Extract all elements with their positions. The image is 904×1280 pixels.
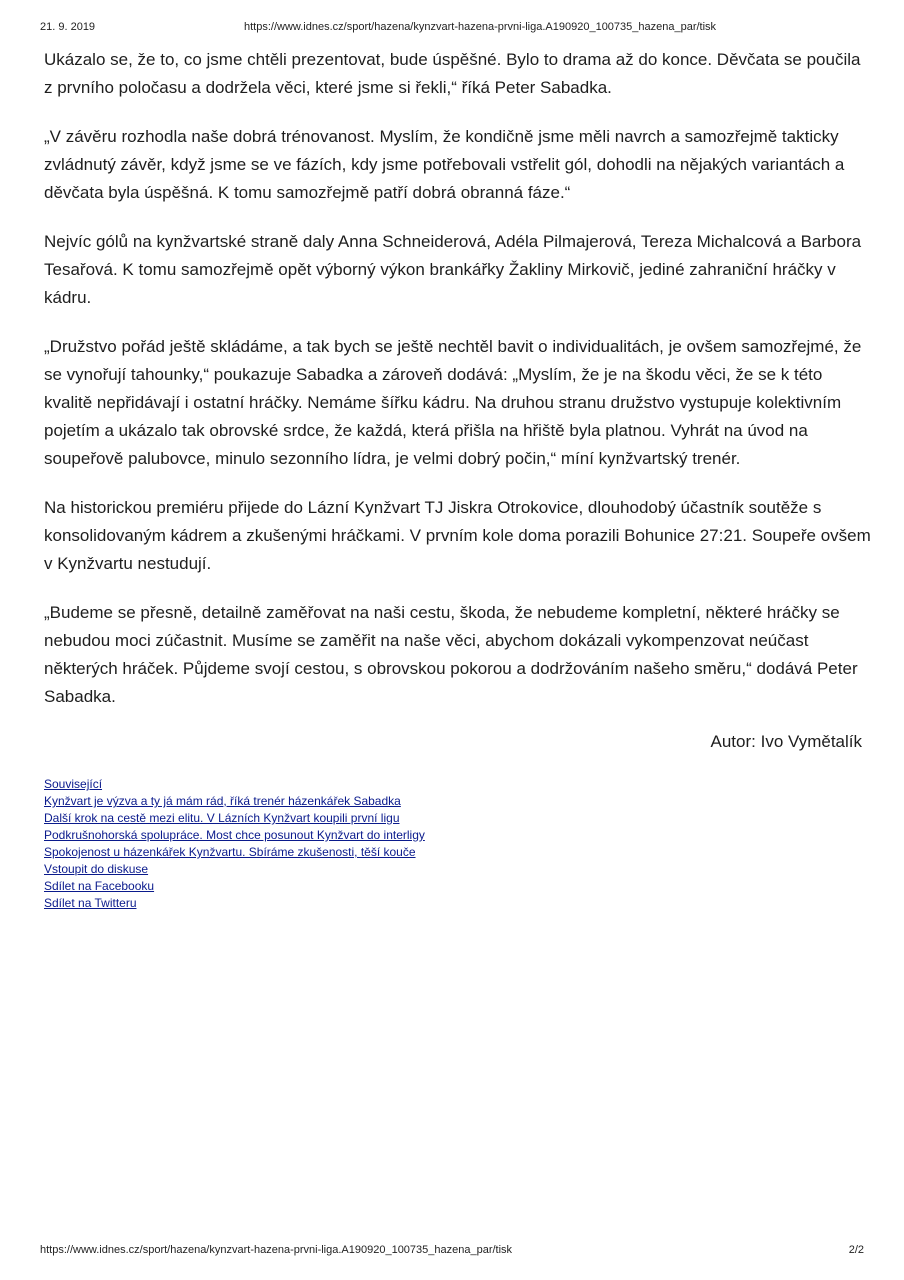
article-body [44,46,872,756]
related-article-link[interactable]: Kynžvart je výzva a ty já mám rád, říká trenér házenkářek Sabadka [44,794,401,808]
article-paragraph: „V závěru rozhodla naše dobrá trénovanost. Myslím, že kondičně jsme měli navrch a samozřejmě takticky zvládnutý závěr, když jsme se ve fázích, kdy jsme potřebovali vstřelit gól, dohodli na nějakých variantách a děvčata byla úspěšná. K tomu samozřejmě patří dobrá obranná fáze.“ [44,127,845,202]
related-article-link[interactable]: Spokojenost u házenkářek Kynžvartu. Sbíráme zkušenosti, těší kouče [44,845,416,859]
print-header-url: https://www.idnes.cz/sport/hazena/kynzvart-hazena-prvni-liga.A190920_100735_hazena_par/tisk [244,21,717,33]
article-paragraph: Ukázalo se, že to, co jsme chtěli prezentovat, bude úspěšné. Bylo to drama až do konce. Děvčata se poučila z prvního poločasu a dodržela věci, které jsme si řekli,“ říká Peter Sabadka. [44,50,861,97]
related-article-link[interactable]: Podkrušnohorská spolupráce. Most chce posunout Kynžvart do interligy [44,828,425,842]
share-facebook-link[interactable]: Sdílet na Facebooku [44,879,155,893]
print-date: 21. 9. 2019 [40,21,96,33]
share-twitter-link[interactable]: Sdílet na Twitteru [44,896,137,910]
discussion-link[interactable]: Vstoupit do diskuse [44,862,149,876]
article-author: Autor: Ivo Vymětalík [710,732,862,751]
related-links [44,776,604,912]
print-footer-url: https://www.idnes.cz/sport/hazena/kynzvart-hazena-prvni-liga.A190920_100735_hazena_par/tisk [40,1244,513,1256]
page-number: 2/2 [848,1244,864,1256]
print-footer [0,1244,904,1260]
related-heading-link[interactable]: Související [44,777,103,791]
print-header [0,21,904,37]
article-paragraph: „Družstvo pořád ještě skládáme, a tak bych se ještě nechtěl bavit o individualitách, je ovšem samozřejmé, že se vynořují tahounky,“ poukazuje Sabadka a zároveň dodává: „Myslím, že je na škodu věci, že se k této kvalitě nepřidávají i ostatní hráčky. Nemáme šířku kádru. Na druhou stranu družstvo vystupuje kolektivním pojetím a ukázalo tak obrovské srdce, že každá, která přišla na hřiště byla platnou. Vyhrát na úvod na soupeřově palubovce, minulo sezonního lídra, je velmi dobrý počin,“ míní kynžvartský trenér. [44,337,862,468]
article-paragraph: „Budeme se přesně, detailně zaměřovat na naši cestu, škoda, že nebudeme kompletní, některé hráčky se nebudou moci zúčastnit. Musíme se zaměřit na naše věci, abychom dokázali vykompenzovat neúčast některých hráček. Půjdeme svojí cestou, s obrovskou pokorou a dodržováním našeho směru,“ dodává Peter Sabadka. [44,603,858,706]
article-paragraph: Nejvíc gólů na kynžvartské straně daly Anna Schneiderová, Adéla Pilmajerová, Tereza Michalcová a Barbora Tesařová. K tomu samozřejmě opět výborný výkon brankářky Žakliny Mirkovič, jediné zahraniční hráčky v kádru. [44,232,862,307]
related-article-link[interactable]: Další krok na cestě mezi elitu. V Lázních Kynžvart koupili první ligu [44,811,400,825]
article-paragraph: Na historickou premiéru přijede do Lázní Kynžvart TJ Jiskra Otrokovice, dlouhodobý účastník soutěže s konsolidovaným kádrem a zkušenými hráčkami. V prvním kole doma porazili Bohunice 27:21. Soupeře ovšem v Kynžvartu nestudují. [44,498,871,573]
